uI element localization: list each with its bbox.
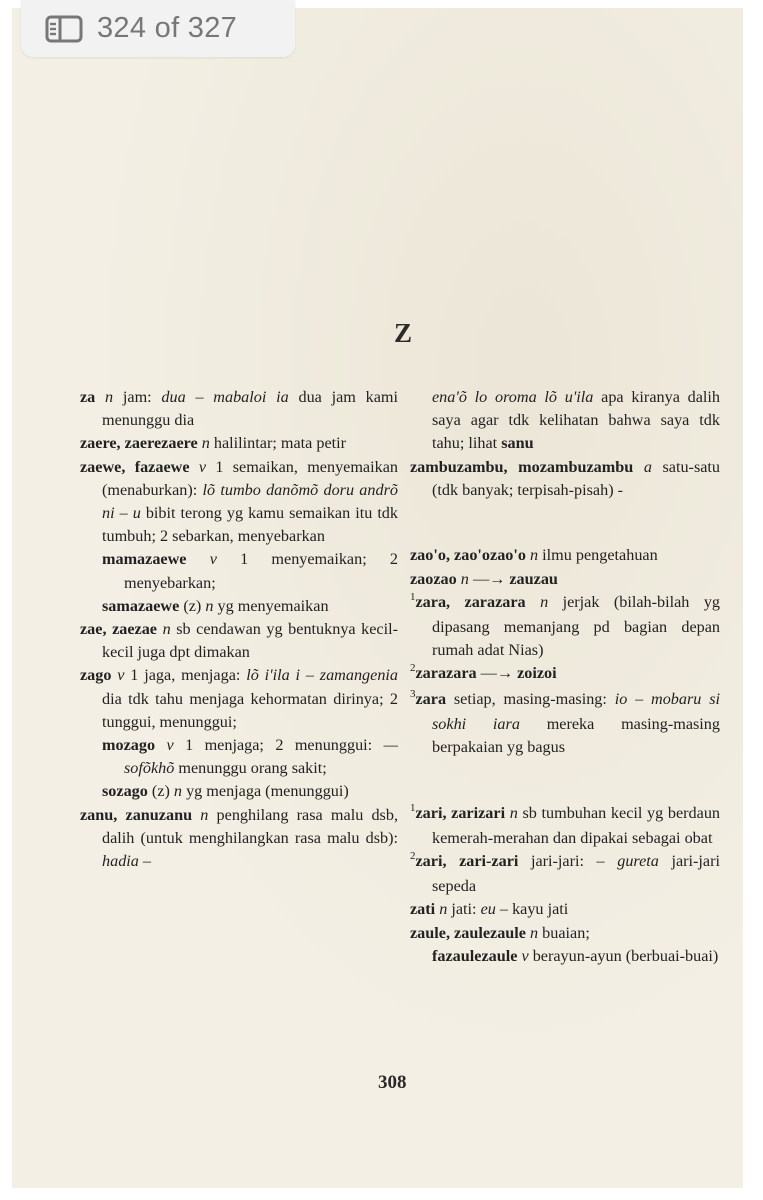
dictionary-entry xyxy=(80,456,398,549)
dictionary-entry xyxy=(410,456,720,502)
italic-text: n xyxy=(530,923,539,942)
section-letter: Z xyxy=(394,318,413,348)
headword: zaule, zaulezaule xyxy=(410,923,526,942)
definition-text: 1 semaikan, menyemaikan (menaburkan): xyxy=(102,457,398,499)
definition-text: ilmu pengetahuan xyxy=(538,546,658,565)
headword: mamazaewe xyxy=(102,550,187,569)
dictionary-entry xyxy=(80,386,398,432)
page-counter-text: 324 of 327 xyxy=(97,12,238,44)
book-icon xyxy=(45,15,83,43)
right-column xyxy=(410,386,720,968)
definition-text xyxy=(155,736,166,754)
dictionary-subentry xyxy=(80,548,398,594)
headword: sanu xyxy=(501,434,534,453)
italic-text: n xyxy=(530,546,539,565)
dictionary-entry xyxy=(410,922,720,945)
definition-text xyxy=(190,458,199,476)
dictionary-entry xyxy=(410,568,720,591)
definition-text: 1 menjaga; 2 menunggui: xyxy=(173,736,384,755)
definition-text: yg menjaga (menunggui) xyxy=(182,782,349,801)
homonym-number: 2 xyxy=(410,662,416,675)
dictionary-entry xyxy=(410,802,720,850)
definition-text xyxy=(187,550,210,568)
headword: zara xyxy=(415,689,447,708)
definition-text: —→ xyxy=(476,664,518,683)
headword: fazaulezaule xyxy=(432,946,518,965)
definition-text: jerjak (bilah-bilah yg dipasang memanjang pd bagian depan rumah adat Nias) xyxy=(432,592,721,660)
definition-text: —→ xyxy=(468,569,510,588)
dictionary-subentry xyxy=(80,780,398,803)
italic-text: v xyxy=(198,457,207,476)
definition-text: jari-jari sepeda xyxy=(432,852,721,896)
headword: zauzau xyxy=(509,569,558,588)
italic-text: n xyxy=(105,388,114,406)
definition-text: jati: xyxy=(447,900,481,919)
headword: zaewe, fazaewe xyxy=(80,457,190,476)
italic-text: eu xyxy=(480,900,496,919)
italic-text: n xyxy=(439,900,448,919)
page-number: 308 xyxy=(378,1072,407,1093)
definition-text: jari-jari: – xyxy=(518,852,618,870)
definition-text: berayun-ayun (berbuai-buai) xyxy=(528,946,719,965)
italic-text: v xyxy=(117,666,125,685)
italic-text: io – mobaru si sokhi iara xyxy=(432,689,720,733)
headword: zaozao xyxy=(410,569,457,588)
dictionary-entry xyxy=(80,618,398,664)
definition-text: dua jam kami menunggu dia xyxy=(102,388,398,430)
headword: zari, zari-zari xyxy=(415,852,519,870)
definition-text: dia tdk tahu menjaga kehormatan dirinya; 2 tunggui, menunggui; xyxy=(102,689,398,731)
headword: zambuzambu, mozambuzambu xyxy=(410,457,634,476)
definition-text: satu-satu (tdk banyak; terpisah-pisah) - xyxy=(432,457,721,499)
left-column xyxy=(80,386,398,873)
dictionary-entry xyxy=(80,804,398,874)
italic-text: n xyxy=(540,592,549,611)
italic-text: ena'õ lo oroma lõ u'ila xyxy=(432,388,594,406)
definition-text: buaian; xyxy=(538,923,590,942)
entry-gap xyxy=(410,775,720,785)
definition-text: 1 menyemaikan; 2 menyebarkan; xyxy=(124,550,399,592)
italic-text: lõ i'ila i – zamangenia xyxy=(246,666,399,685)
italic-text: n xyxy=(173,782,183,801)
italic-text: — sofõkhõ xyxy=(124,736,398,778)
italic-text: v xyxy=(521,946,529,965)
italic-text: hadia – xyxy=(102,852,152,871)
headword: zae, zaezae xyxy=(80,620,157,639)
dictionary-entry xyxy=(80,664,398,734)
headword: sozago xyxy=(102,782,148,801)
homonym-number: 1 xyxy=(410,590,416,603)
italic-text: a xyxy=(643,457,652,476)
headword: mozago xyxy=(102,736,156,755)
dictionary-entry xyxy=(410,898,720,921)
dictionary-entry xyxy=(410,688,720,760)
italic-text: n xyxy=(201,434,210,453)
italic-text: v xyxy=(209,550,217,569)
definition-text: apa kiranya dalih saya agar tdk kelihatan bahwa saya tdk tahu; lihat xyxy=(432,388,720,453)
dictionary-subentry xyxy=(80,595,398,618)
definition-text xyxy=(95,388,105,406)
dictionary-subentry xyxy=(410,945,720,968)
dictionary-entry xyxy=(410,662,720,687)
page-counter[interactable] xyxy=(21,0,295,57)
definition-text: 1 jaga, menjaga: xyxy=(124,666,247,685)
definition-text xyxy=(633,458,644,476)
headword: samazaewe xyxy=(102,596,180,615)
definition-text: penghilang rasa malu dsb, dalih (untuk menghilangkan rasa malu dsb): xyxy=(102,805,399,847)
dictionary-entry xyxy=(410,591,720,663)
dictionary-entry-continuation xyxy=(410,386,720,456)
definition-text: mereka masing-masing berpakaian yg bagus xyxy=(432,714,720,757)
headword: zari, zarizari xyxy=(415,803,506,822)
italic-text: n xyxy=(162,620,171,639)
headword: zago xyxy=(80,666,112,685)
headword: zanu, zanuzanu xyxy=(80,805,193,824)
homonym-number: 3 xyxy=(410,687,416,700)
italic-text: gureta xyxy=(617,852,659,870)
homonym-number: 2 xyxy=(410,850,416,862)
definition-text: bibit terong yg kamu semaikan itu tdk tumbuh; 2 sebarkan, menyebarkan xyxy=(102,504,398,546)
definition-text xyxy=(526,593,540,611)
headword: zara, zarazara xyxy=(415,592,526,611)
definition-text: (z) xyxy=(147,782,174,801)
definition-text: menunggu orang sakit; xyxy=(174,759,327,778)
definition-text: – kayu jati xyxy=(495,900,569,919)
headword: zao'o, zao'ozao'o xyxy=(410,546,526,565)
definition-text: sb cendawan yg bentuknya kecil-kecil juga dpt dimakan xyxy=(102,620,399,662)
dictionary-entry xyxy=(80,432,398,455)
dictionary-entry xyxy=(410,544,720,567)
italic-text: lõ tumbo danõmõ doru andrõ ni – u xyxy=(102,480,398,523)
headword: za xyxy=(80,388,96,406)
headword: zaere, zaerezaere xyxy=(80,434,198,453)
homonym-number: 1 xyxy=(410,801,416,814)
definition-text: (z) xyxy=(179,596,206,615)
italic-text: n xyxy=(200,805,209,824)
italic-text: n xyxy=(205,596,214,615)
headword: zati xyxy=(410,900,436,919)
definition-text: yg menyemaikan xyxy=(213,596,329,615)
italic-text: n xyxy=(509,803,518,822)
italic-text: dua – mabaloi ia xyxy=(161,388,289,406)
definition-text: halilintar; mata petir xyxy=(209,434,347,453)
italic-text: v xyxy=(166,736,174,755)
definition-text: setiap, masing-masing: xyxy=(446,689,615,708)
definition-text: sb tumbuhan kecil yg berdaun kemerah-merahan dan dipakai sebagai obat xyxy=(432,803,721,847)
dictionary-entry xyxy=(410,850,720,898)
dictionary-subentry xyxy=(80,734,398,780)
headword: zarazara xyxy=(415,664,477,683)
headword: zoizoi xyxy=(517,664,557,683)
definition-text: jam: xyxy=(113,388,162,406)
italic-text: n xyxy=(460,569,469,588)
entry-gap xyxy=(410,518,720,528)
